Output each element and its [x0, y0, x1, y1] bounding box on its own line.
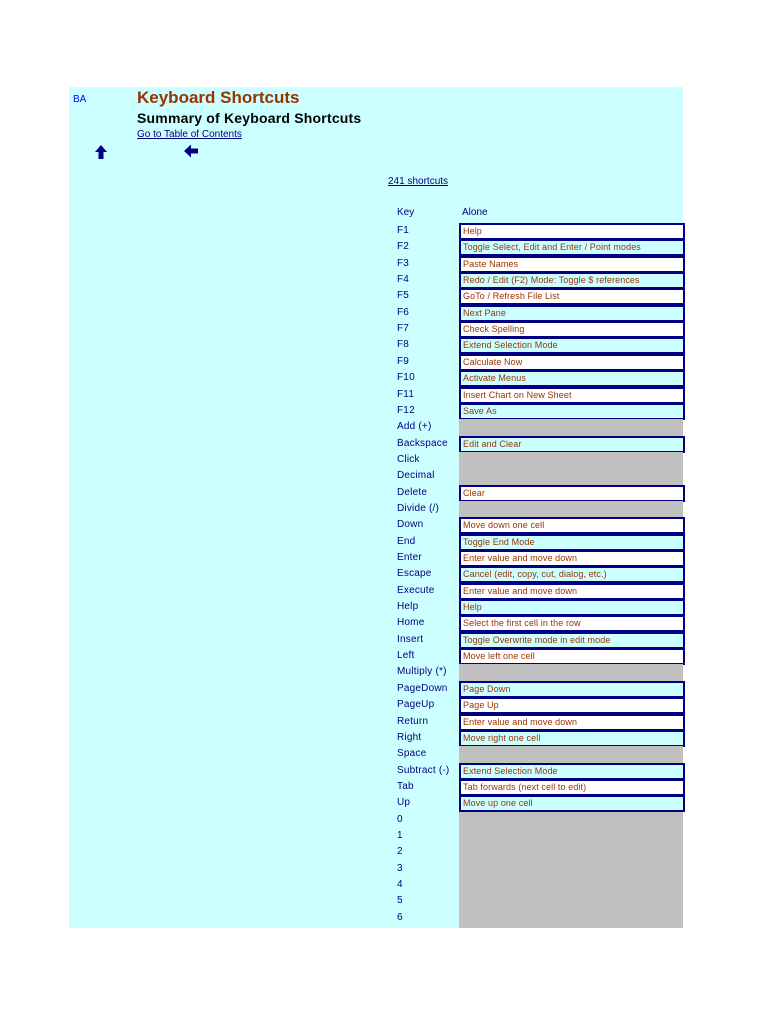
shortcut-cell[interactable]: Help: [459, 599, 685, 616]
empty-cell: [459, 877, 683, 894]
key-label: 4: [397, 879, 403, 890]
shortcut-cell[interactable]: GoTo / Refresh File List: [459, 288, 685, 305]
shortcut-cell[interactable]: Move up one cell: [459, 795, 685, 812]
key-label: Down: [397, 519, 424, 531]
column-header-alone: Alone: [462, 207, 488, 218]
shortcut-cell[interactable]: Toggle End Mode: [459, 534, 685, 551]
key-label: Escape: [397, 568, 432, 580]
shortcut-cell[interactable]: Edit and Clear: [459, 436, 685, 453]
key-label: Backspace: [397, 437, 448, 449]
shortcut-cell[interactable]: Activate Menus: [459, 370, 685, 387]
key-label: Multiply (*): [397, 666, 447, 678]
shortcut-cell[interactable]: Enter value and move down: [459, 714, 685, 731]
key-label: F7: [397, 323, 410, 335]
key-label: Space: [397, 748, 427, 760]
column-header-key: Key: [397, 207, 415, 218]
empty-cell: [459, 893, 683, 910]
key-label: 2: [397, 846, 403, 858]
empty-cell: [459, 910, 683, 927]
shortcut-cell[interactable]: Save As: [459, 403, 685, 420]
shortcut-cell[interactable]: Extend Selection Mode: [459, 763, 685, 780]
key-label: F10: [397, 372, 415, 384]
key-label: Insert: [397, 633, 424, 645]
empty-cell: [459, 468, 683, 485]
key-label: Decimal: [397, 470, 435, 482]
empty-cell: [459, 828, 683, 845]
shortcut-cell[interactable]: Page Up: [459, 697, 685, 714]
key-label: F6: [397, 306, 410, 318]
shortcut-cell[interactable]: Redo / Edit (F2) Mode: Toggle $ references: [459, 272, 685, 289]
shortcut-cell[interactable]: Cancel (edit, copy, cut, dialog, etc.): [459, 566, 685, 583]
key-label: F3: [397, 257, 410, 269]
key-label: Divide (/): [397, 502, 440, 514]
shortcut-cell[interactable]: Help: [459, 223, 685, 240]
key-label: Help: [397, 601, 419, 613]
key-label: F5: [397, 290, 410, 302]
key-label: Up: [397, 797, 411, 809]
key-label: End: [397, 535, 416, 547]
key-label: F11: [397, 388, 415, 400]
key-label: Enter: [397, 552, 422, 563]
empty-cell: [459, 419, 683, 436]
shortcut-cell[interactable]: Move left one cell: [459, 648, 685, 665]
key-label: F12: [397, 404, 415, 416]
key-label: F2: [397, 241, 410, 253]
key-label: F4: [397, 274, 410, 286]
key-label: F9: [397, 355, 410, 367]
shortcut-cell[interactable]: Move right one cell: [459, 730, 685, 747]
cell-reference: BA: [73, 94, 87, 105]
key-label: Execute: [397, 584, 435, 596]
key-label: Left: [397, 650, 415, 662]
key-label: Click: [397, 453, 420, 465]
shortcut-cell[interactable]: Extend Selection Mode: [459, 337, 685, 354]
empty-cell: [459, 664, 683, 681]
shortcut-cell[interactable]: Calculate Now: [459, 354, 685, 371]
page-subtitle: Summary of Keyboard Shortcuts: [137, 110, 362, 126]
key-label: Home: [397, 617, 425, 629]
shortcut-cell[interactable]: Page Down: [459, 681, 685, 698]
shortcut-cell[interactable]: Select the first cell in the row: [459, 615, 685, 632]
shortcut-cell[interactable]: Tab forwards (next cell to edit): [459, 779, 685, 796]
key-label: F8: [397, 339, 410, 351]
empty-cell: [459, 746, 683, 763]
shortcut-cell[interactable]: Move down one cell: [459, 517, 685, 534]
key-label: Add (+): [397, 421, 432, 433]
shortcut-cell[interactable]: Toggle Select, Edit and Enter / Point modes: [459, 239, 685, 256]
shortcut-cell[interactable]: Toggle Overwrite mode in edit mode: [459, 632, 685, 649]
shortcut-cell[interactable]: Paste Names: [459, 256, 685, 273]
shortcut-cell[interactable]: Next Pane: [459, 305, 685, 322]
empty-cell: [459, 452, 683, 469]
toc-link[interactable]: Go to Table of Contents: [137, 129, 242, 140]
key-label: PageDown: [397, 682, 448, 694]
key-label: F1: [397, 225, 410, 236]
key-label: 1: [397, 829, 403, 841]
shortcut-cell[interactable]: Check Spelling: [459, 321, 685, 338]
empty-cell: [459, 861, 683, 878]
key-label: 6: [397, 911, 403, 923]
shortcut-cell[interactable]: Enter value and move down: [459, 550, 685, 567]
key-label: 3: [397, 862, 403, 874]
empty-cell: [459, 812, 683, 829]
key-label: Right: [397, 731, 422, 743]
shortcut-count-link[interactable]: 241 shortcuts: [388, 176, 449, 187]
shortcut-cell[interactable]: Enter value and move down: [459, 583, 685, 600]
shortcut-cell[interactable]: Clear: [459, 485, 685, 502]
empty-cell: [459, 844, 683, 861]
key-label: 5: [397, 895, 403, 907]
key-label: 0: [397, 813, 403, 825]
arrow-left-icon[interactable]: [183, 143, 199, 159]
arrow-up-icon[interactable]: [94, 144, 108, 160]
shortcut-cell[interactable]: Insert Chart on New Sheet: [459, 387, 685, 404]
key-label: Delete: [397, 486, 428, 498]
key-label: Tab: [397, 780, 414, 792]
key-label: PageUp: [397, 699, 435, 711]
page-title: Keyboard Shortcuts: [137, 88, 300, 107]
spreadsheet-sheet: [69, 87, 683, 928]
empty-cell: [459, 501, 683, 518]
key-label: Subtract (-): [397, 764, 450, 776]
key-label: Return: [397, 715, 429, 727]
